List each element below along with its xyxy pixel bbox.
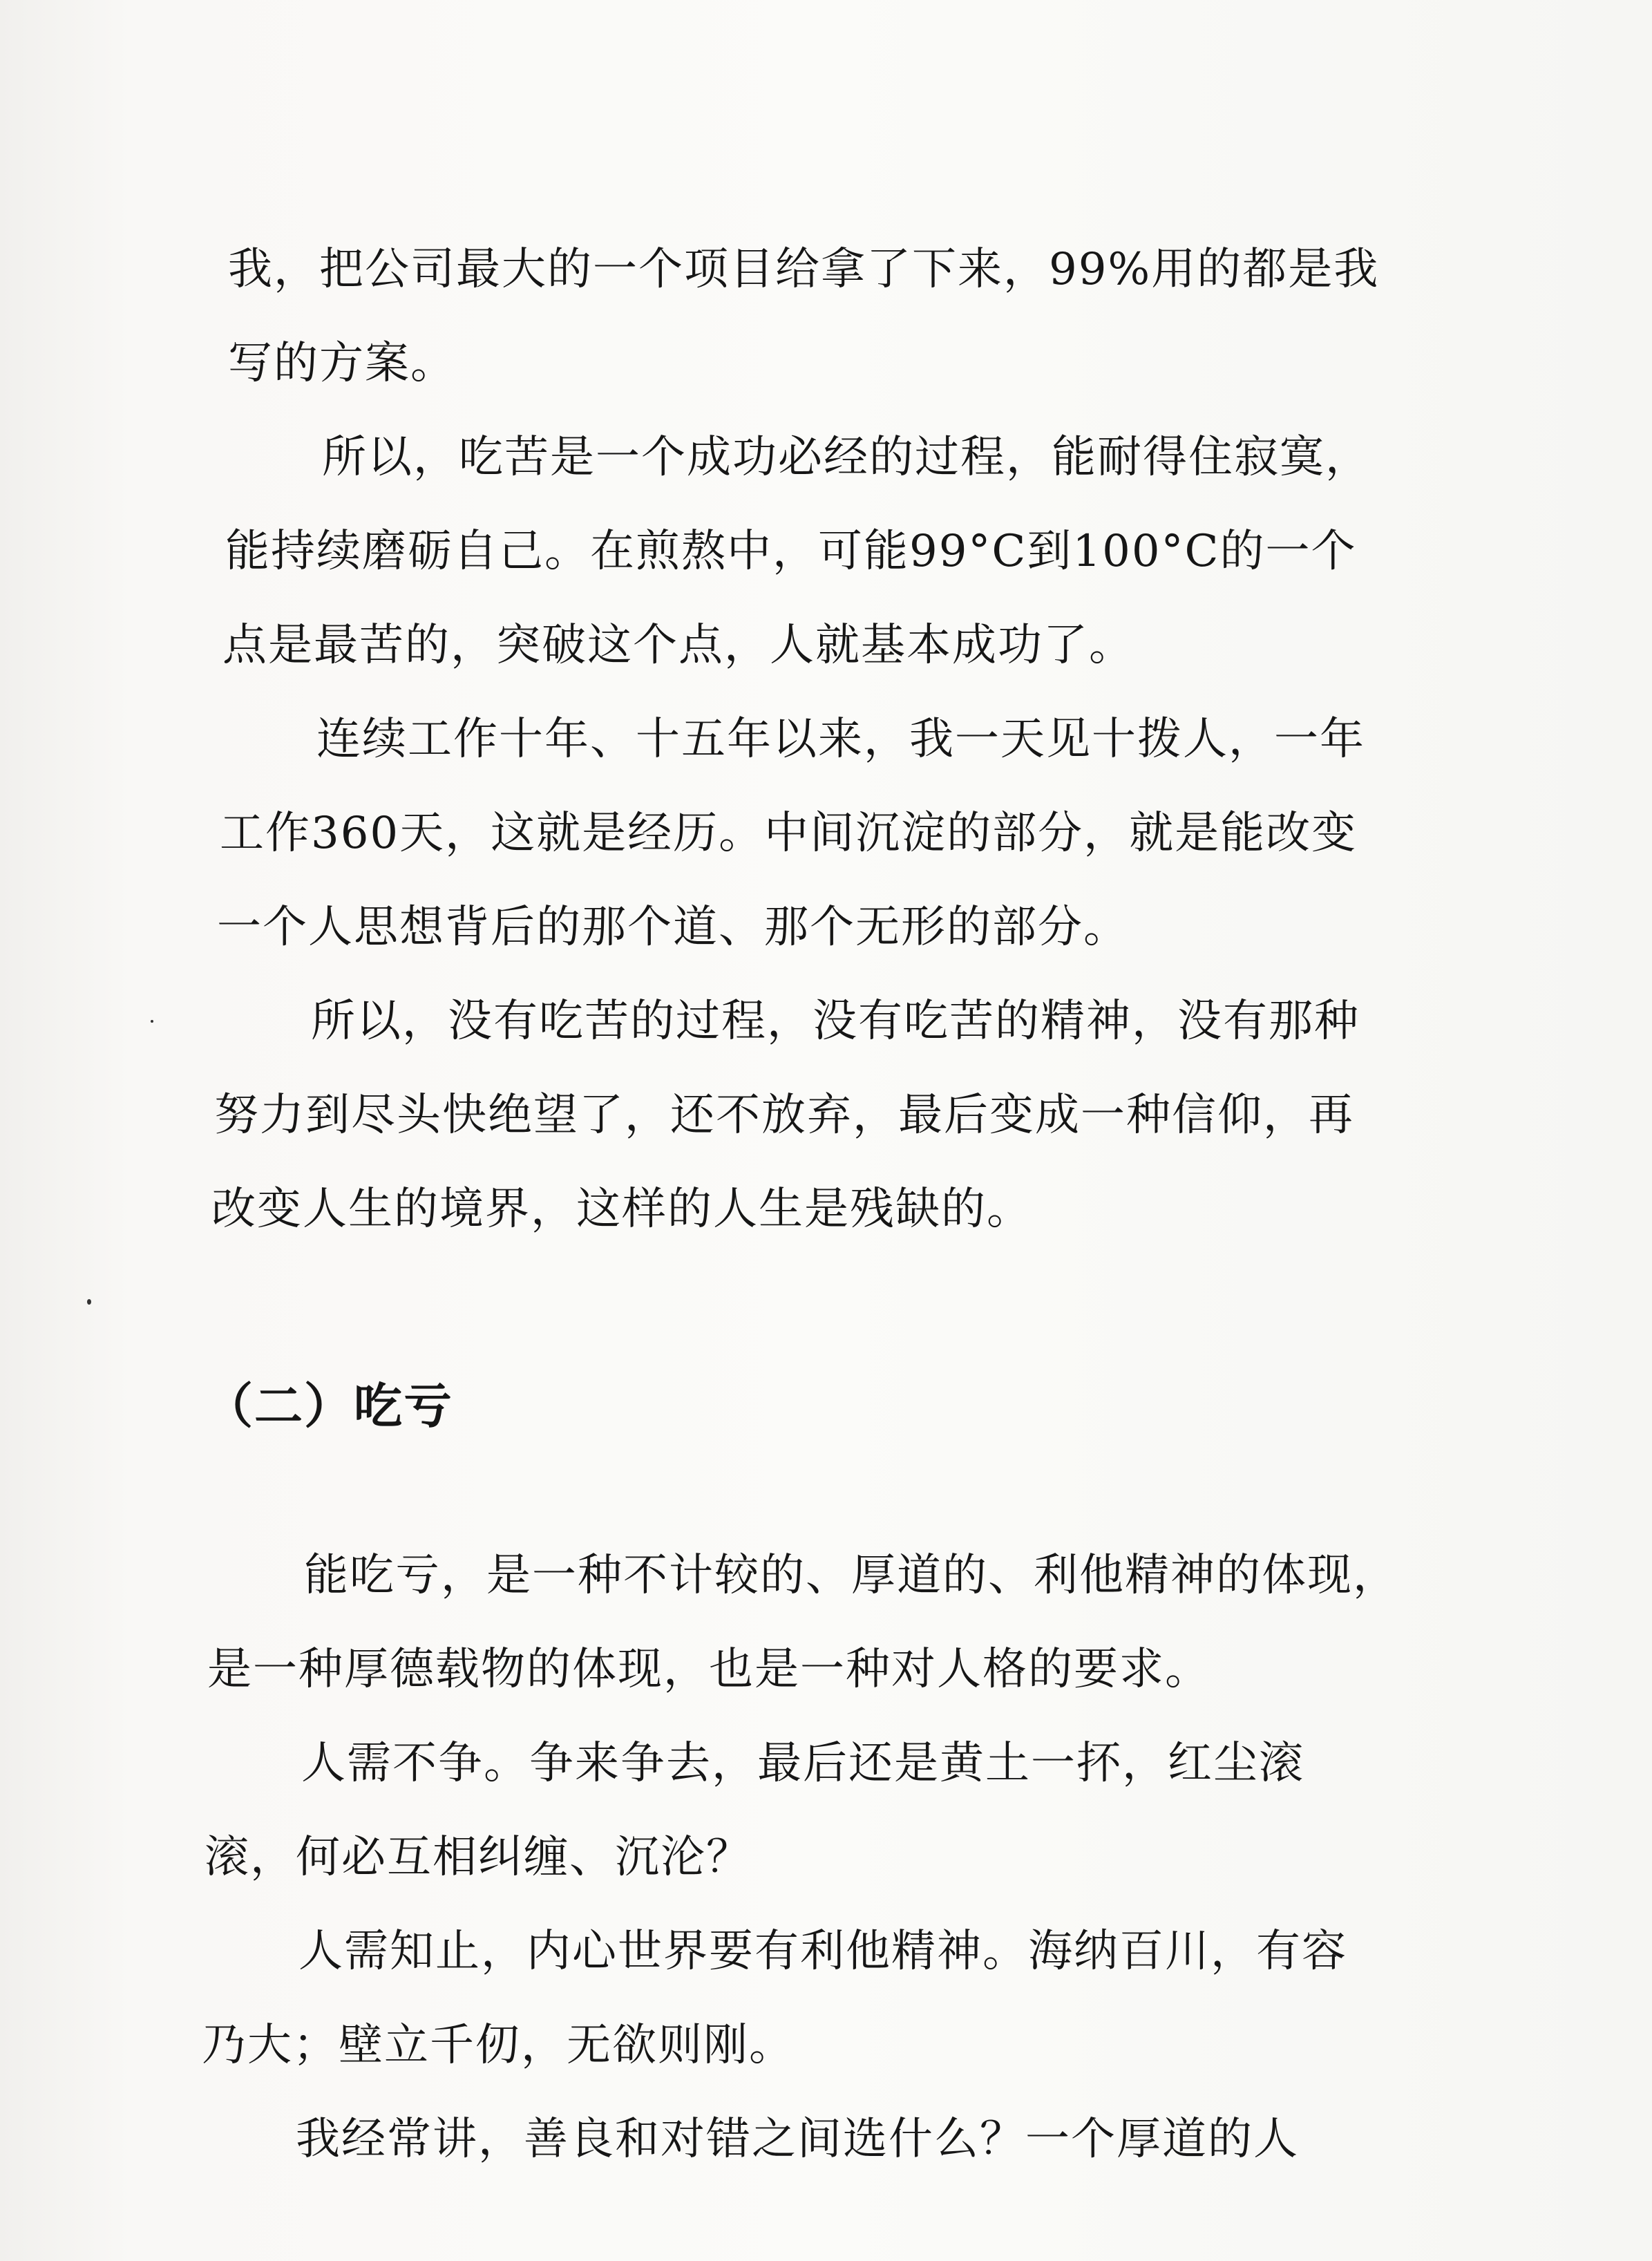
text-line: 工作360天，这就是经历。中间沉淀的部分，就是能改变 [220,808,1358,859]
scan-speck [87,1299,91,1305]
text-line: 改变人生的境界，这样的人生是残缺的。 [211,1184,1032,1235]
text-line: 人需不争。争来争去，最后还是黄土一抔，红尘滚 [301,1738,1304,1789]
text-line: 我经常讲，善良和对错之间选什么？一个厚道的人 [296,2114,1299,2165]
section-heading: （二）吃亏 [205,1378,453,1435]
text-line: 点是最苦的，突破这个点，人就基本成功了。 [222,620,1134,671]
text-line: 写的方案。 [228,338,456,389]
scan-speck [151,1020,153,1023]
text-line: 我，把公司最大的一个项目给拿了下来，99%用的都是我 [228,244,1380,295]
text-line: 人需知止，内心世界要有利他精神。海纳百川，有容 [298,1926,1347,1977]
text-line: 一个人思想背后的那个道、那个无形的部分。 [217,902,1129,953]
text-line: 所以，吃苦是一个成功必经的过程，能耐得住寂寞， [322,432,1371,483]
text-line: 能吃亏，是一种不计较的、厚道的、利他精神的体现， [304,1550,1398,1601]
text-line: 乃大；壁立千仞，无欲则刚。 [202,2020,795,2071]
text-line: 连续工作十年、十五年以来，我一天见十拨人，一年 [316,714,1365,765]
text-line: 所以，没有吃苦的过程，没有吃苦的精神，没有那种 [311,996,1360,1047]
text-line: 滚，何必互相纠缠、沉沦？ [205,1832,752,1883]
text-line: 是一种厚德载物的体现，也是一种对人格的要求。 [207,1644,1210,1695]
text-line: 努力到尽头快绝望了，还不放弃，最后变成一种信仰，再 [214,1090,1354,1141]
text-line: 能持续磨砺自己。在煎熬中，可能99°C到100°C的一个 [225,526,1357,577]
